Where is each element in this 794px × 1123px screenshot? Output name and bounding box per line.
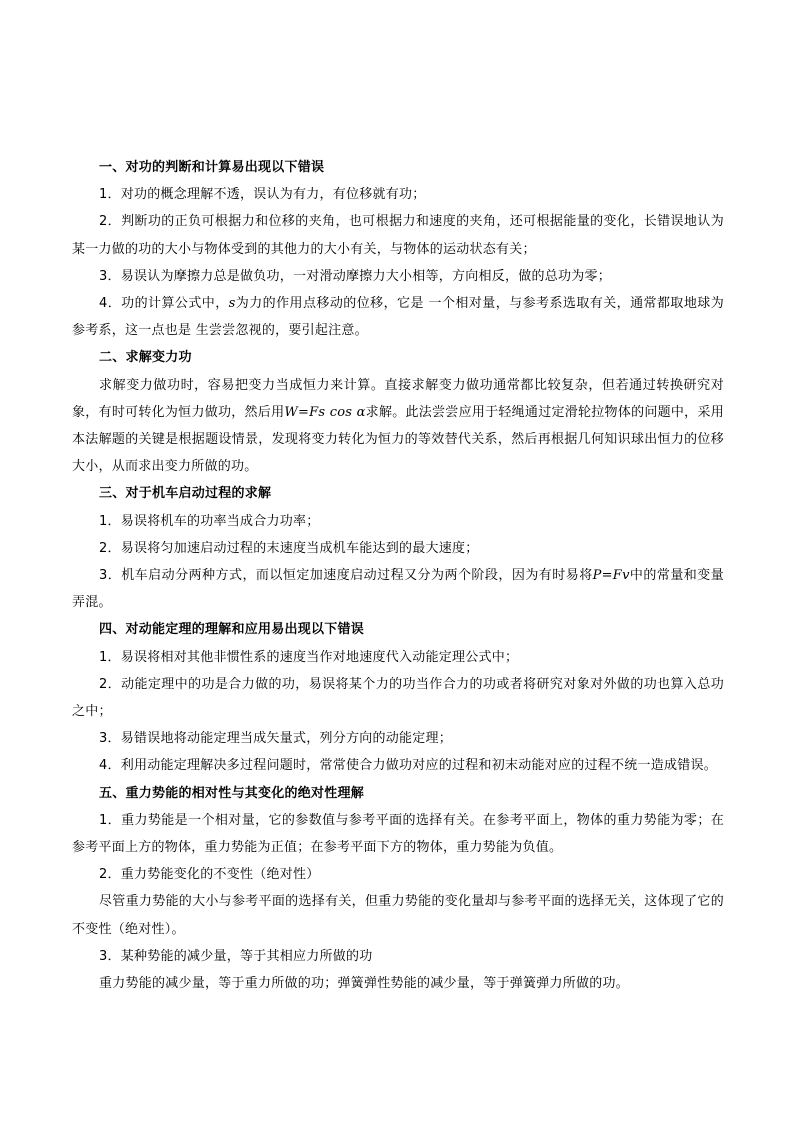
paragraph: 2．判断功的正负可根据力和位移的夹角，也可根据力和速度的夹角，还可根据能量的变化，长错误地认为某一力做的功的大小与物体受到的其他力的大小有关，与物体的运动状态有关； (72, 214, 724, 257)
paragraph: 尽管重力势能的大小与参考平面的选择有关，但重力势能的变化量却与参考平面的选择无关，这体现了它的不变性（绝对性）。 (72, 894, 724, 937)
paragraph: 1．易误将相对其他非惯性系的速度当作对地速度代入动能定理公式中； (99, 649, 519, 665)
paragraph (72, 562, 724, 616)
text-run: 3．机车启动分两种方式，而以恒定加速度启动过程又分为两个阶段，因为有时易将 (99, 568, 593, 584)
text-run: 求解变力做功时，容易把变力当成恒力来计算。直接求解变力做功通常都比较复杂，但若通过转换研究对象，有时可转化为恒力做功，然后用 (72, 377, 724, 420)
paragraph: 1．对功的概念理解不透，误认为有力，有位移就有功； (99, 187, 426, 203)
section-heading-4: 四、对动能定理的理解和应用易出现以下错误 (99, 622, 365, 638)
paragraph: 3．某种势能的减少量，等于其相应力所做的功 (99, 948, 373, 964)
text-run: 求解。此法尝尝应用于轻绳通过定滑轮拉物体的问题中，采用本法解题的关键是根据题设情景，发现将变力转化为恒力的等效替代关系，然后再根据几何知识球出恒力的位移大小，从而求出变力所做的功。 (72, 404, 724, 475)
section-heading-2: 二、求解变力功 (99, 350, 192, 366)
paragraph: 2．动能定理中的功是合力做的功，易误将某个力的功当作合力的功或者将研究对象对外做的功也算入总功之中； (72, 676, 724, 720)
section-heading-1: 一、对功的判断和计算易出现以下错误 (99, 160, 325, 175)
text-run: 中的常量和变量弄混。 (72, 568, 724, 611)
paragraph: 1．易误将机车的功率当成合力功率； (99, 513, 320, 529)
math-variable: s (228, 296, 236, 312)
paragraph: 4．利用动能定理解决多过程问题时，常常使合力做功对应的过程和初末动能对应的过程不统一造成错误。 (99, 758, 718, 774)
paragraph: 2．易误将匀加速启动过程的末速度当成机车能达到的最大速度； (99, 540, 479, 556)
math-formula: W=Fs cos α (284, 404, 366, 420)
paragraph: 2．重力势能变化的不变性（绝对性） (99, 867, 320, 883)
paragraph: 3．易错误地将动能定理当成矢量式，列分方向的动能定理； (99, 731, 453, 747)
text-run: 为力的作用点移动的位移，它是 一个相对量，与参考系选取有关，通常都取地球为参考系，这一点也是 生尝尝忽视的，要引起注意。 (72, 296, 724, 339)
math-formula: P=Fv (592, 568, 630, 584)
text-run: 4．功的计算公式中， (99, 296, 229, 312)
paragraph: 1．重力势能是一个相对量，它的参数值与参考平面的选择有关。在参考平面上，物体的重力势能为零；在参考平面上方的物体，重力势能为正值；在参考平面下方的物体，重力势能为负值。 (72, 812, 724, 856)
paragraph: 重力势能的减少量，等于重力所做的功；弹簧弹性势能的减少量，等于弹簧弹力所做的功。 (99, 976, 630, 992)
document-body (72, 154, 724, 997)
paragraph (72, 372, 724, 481)
section-heading-3: 三、对于机车启动过程的求解 (99, 486, 272, 502)
paragraph: 3．易误认为摩擦力总是做负功，一对滑动摩擦力大小相等，方向相反，做的总功为零； (99, 268, 612, 284)
section-heading-5: 五、重力势能的相对性与其变化的绝对性理解 (99, 785, 365, 801)
paragraph (72, 290, 724, 344)
